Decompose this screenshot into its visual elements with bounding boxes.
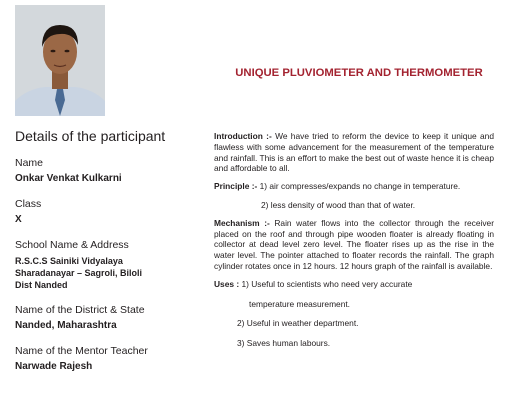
principle-item-1: 1) air compresses/expands no change in temperature.: [257, 181, 461, 192]
project-description: [214, 131, 494, 356]
school-value-line-2: Sharadanayar – Sagroli, Biloli: [15, 268, 143, 278]
name-field: [15, 157, 205, 185]
school-field: [15, 239, 205, 291]
district-label: Name of the District & State: [15, 304, 145, 316]
name-label: Name: [15, 157, 44, 169]
introduction-text: We have tried to reform the device to keep it unique and flawless with some advancement for the measurement of the temperature and rainfall. This is an effort to make the best out of waste hence it is cheap and affordable to all.: [214, 131, 494, 174]
school-value-line-3: Dist Nanded: [15, 280, 68, 290]
uses-item-2: 2) Useful in weather department.: [237, 318, 359, 329]
uses-section: [214, 279, 494, 349]
mechanism-heading: Mechanism :-: [214, 217, 270, 228]
mentor-value: Narwade Rajesh: [15, 361, 93, 372]
uses-item-1-continued: temperature measurement.: [249, 298, 351, 309]
name-value: Onkar Venkat Kulkarni: [15, 173, 122, 184]
uses-heading: Uses :: [214, 278, 240, 289]
participant-photo: [15, 5, 105, 116]
project-title: UNIQUE PLUVIOMETER AND THERMOMETER: [235, 67, 483, 79]
uses-item-1: 1) Useful to scientists who need very accurate: [239, 278, 413, 289]
principle-section: [214, 181, 494, 211]
mentor-label: Name of the Mentor Teacher: [15, 345, 148, 357]
participant-section-title: Details of the participant: [15, 128, 166, 144]
introduction-heading: Introduction :-: [214, 131, 272, 141]
district-field: [15, 304, 205, 332]
principle-item-2: 2) less density of wood than that of water.: [261, 199, 416, 210]
mechanism-text: Rain water flows into the collector through the receiver placed on the roof and through pipe wooden floater is already floating in collector at dead level zero level. The floater rises up as the rise in the water level. The pointer attached to floater records the rainfall. The graph cylinder rotates once in 12 hours. 12 hours graph of the rainfall is available.: [214, 217, 494, 271]
class-value: X: [15, 214, 22, 225]
principle-heading: Principle :-: [214, 181, 258, 192]
introduction-section: [214, 131, 494, 174]
school-label: School Name & Address: [15, 239, 129, 251]
district-value: Nanded, Maharashtra: [15, 320, 117, 331]
class-label: Class: [15, 198, 42, 210]
uses-item-3: 3) Saves human labours.: [237, 338, 331, 349]
participant-details: [15, 128, 205, 386]
school-value-line-1: R.S.C.S Sainiki Vidyalaya: [15, 256, 123, 266]
mentor-field: [15, 345, 205, 373]
class-field: [15, 198, 205, 226]
mechanism-section: [214, 218, 494, 272]
